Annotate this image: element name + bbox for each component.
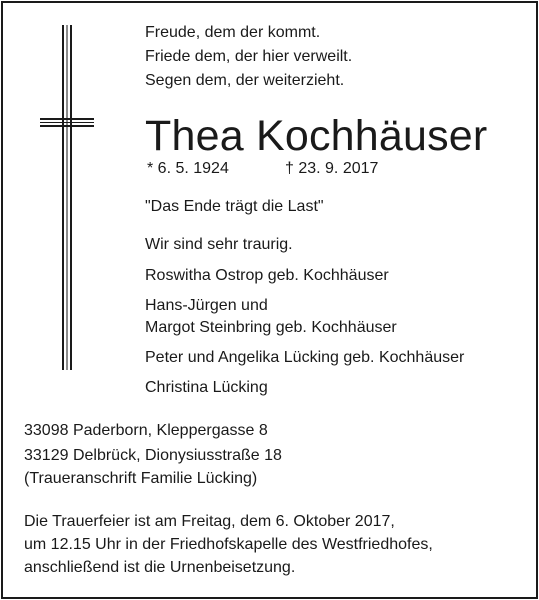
poem-line-1: Freude, dem der kommt.: [145, 24, 321, 41]
birth-date: * 6. 5. 1924: [147, 160, 229, 177]
mourner-entry: Roswitha Ostrop geb. Kochhäuser: [145, 267, 389, 284]
address-delbrueck: 33129 Delbrück, Dionysiusstraße 18: [24, 447, 282, 464]
death-date: † 23. 9. 2017: [285, 160, 379, 177]
address-note: (Traueranschrift Familie Lücking): [24, 470, 258, 487]
mourner-entry: Christina Lücking: [145, 379, 268, 396]
poem-line-2: Friede dem, der hier verweilt.: [145, 48, 353, 65]
mourners-intro: Wir sind sehr traurig.: [145, 236, 293, 253]
funeral-info-line-2: um 12.15 Uhr in der Friedhofskapelle des Westfriedhofes,: [24, 536, 433, 553]
mourner-entry: Hans-Jürgen und: [145, 297, 268, 314]
funeral-info-line-1: Die Trauerfeier ist am Freitag, dem 6. Oktober 2017,: [24, 513, 395, 530]
poem-line-3: Segen dem, der weiterzieht.: [145, 72, 345, 89]
mourner-entry: Peter und Angelika Lücking geb. Kochhäuser: [145, 349, 465, 366]
mourner-entry: Margot Steinbring geb. Kochhäuser: [145, 319, 397, 336]
quote: "Das Ende trägt die Last": [145, 198, 324, 215]
deceased-name: Thea Kochhäuser: [145, 112, 488, 160]
latin-cross-icon: [40, 25, 94, 370]
funeral-info-line-3: anschließend ist die Urnenbeisetzung.: [24, 559, 296, 576]
address-paderborn: 33098 Paderborn, Kleppergasse 8: [24, 422, 268, 439]
